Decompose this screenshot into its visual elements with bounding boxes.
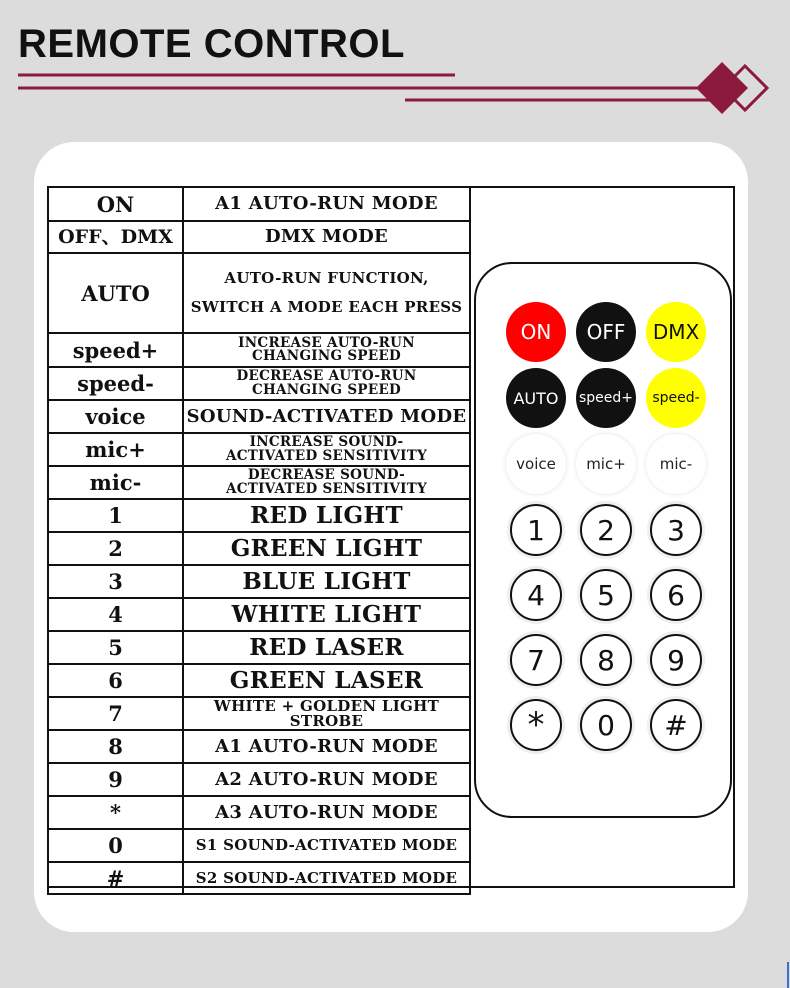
function-line: AUTO-RUN FUNCTION, [224, 269, 429, 287]
function-cell [183, 333, 470, 367]
table-row [48, 829, 470, 862]
table-row [48, 631, 470, 664]
function-cell [183, 253, 470, 333]
function-line: INCREASE AUTO-RUN [238, 334, 415, 351]
key-cell: 2 [48, 532, 183, 565]
table-row [48, 730, 470, 763]
hash-button[interactable]: # [650, 699, 702, 751]
dmx-button[interactable]: DMX [646, 302, 706, 362]
key-5-button[interactable]: 5 [580, 569, 632, 621]
speed-plus-button[interactable]: speed+ [576, 368, 636, 428]
table-row [48, 253, 470, 333]
table-row [48, 796, 470, 829]
key-6-button[interactable]: 6 [650, 569, 702, 621]
table-row [48, 532, 470, 565]
on-button[interactable]: ON [506, 302, 566, 362]
function-cell: GREEN LIGHT [183, 532, 470, 565]
table-row [48, 367, 470, 400]
key-cell: 4 [48, 598, 183, 631]
function-cell: RED LIGHT [183, 499, 470, 532]
function-table [47, 186, 471, 895]
key-cell: mic- [48, 466, 183, 499]
key-cell: 0 [48, 829, 183, 862]
key-cell: 9 [48, 763, 183, 796]
table-row [48, 466, 470, 499]
key-cell: 1 [48, 499, 183, 532]
function-cell: WHITE + GOLDEN LIGHT STROBE [183, 697, 470, 730]
page-title: REMOTE CONTROL [18, 22, 405, 66]
function-line: SWITCH A MODE EACH PRESS [190, 298, 463, 316]
function-cell: A1 AUTO-RUN MODE [183, 730, 470, 763]
function-cell [183, 367, 470, 400]
function-line: CHANGING SPEED [251, 348, 402, 364]
key-2-button[interactable]: 2 [580, 504, 632, 556]
key-cell: 7 [48, 697, 183, 730]
key-cell: speed- [48, 367, 183, 400]
key-cell: 6 [48, 664, 183, 697]
key-3-button[interactable]: 3 [650, 504, 702, 556]
edge-marker [787, 962, 789, 988]
star-button[interactable]: * [510, 699, 562, 751]
function-cell: S1 SOUND-ACTIVATED MODE [183, 829, 470, 862]
function-cell [183, 433, 470, 466]
mic-minus-button[interactable]: mic- [646, 434, 706, 494]
table-row [48, 697, 470, 730]
table-row [48, 664, 470, 697]
table-row [48, 433, 470, 466]
table-row [48, 763, 470, 796]
key-cell: 3 [48, 565, 183, 598]
function-line: DECREASE SOUND- [247, 467, 406, 483]
key-cell: mic+ [48, 433, 183, 466]
function-line: ACTIVATED SENSITIVITY [225, 480, 428, 497]
remote-control [474, 262, 732, 818]
auto-button[interactable]: AUTO [506, 368, 566, 428]
table-row [48, 400, 470, 433]
table-row [48, 598, 470, 631]
key-cell: 8 [48, 730, 183, 763]
table-row [48, 565, 470, 598]
table-row [48, 862, 470, 894]
function-cell: A2 AUTO-RUN MODE [183, 763, 470, 796]
table-row [48, 187, 470, 221]
function-line: ACTIVATED SENSITIVITY [225, 447, 428, 464]
function-cell: S2 SOUND-ACTIVATED MODE [183, 862, 470, 894]
table-row [48, 499, 470, 532]
function-cell: A1 AUTO-RUN MODE [183, 187, 470, 221]
key-cell: OFF、DMX [48, 221, 183, 253]
table-row [48, 221, 470, 253]
key-cell: speed+ [48, 333, 183, 367]
key-4-button[interactable]: 4 [510, 569, 562, 621]
key-7-button[interactable]: 7 [510, 634, 562, 686]
off-button[interactable]: OFF [576, 302, 636, 362]
function-cell: GREEN LASER [183, 664, 470, 697]
key-1-button[interactable]: 1 [510, 504, 562, 556]
speed-minus-button[interactable]: speed- [646, 368, 706, 428]
key-cell: ON [48, 187, 183, 221]
key-cell: 5 [48, 631, 183, 664]
header-decoration [0, 0, 790, 130]
function-line: INCREASE SOUND- [249, 434, 404, 450]
key-cell: AUTO [48, 253, 183, 333]
function-cell: A3 AUTO-RUN MODE [183, 796, 470, 829]
function-cell: SOUND-ACTIVATED MODE [183, 400, 470, 433]
function-cell: RED LASER [183, 631, 470, 664]
function-line: DECREASE AUTO-RUN [236, 368, 417, 384]
key-cell: * [48, 796, 183, 829]
key-0-button[interactable]: 0 [580, 699, 632, 751]
key-9-button[interactable]: 9 [650, 634, 702, 686]
function-cell: WHITE LIGHT [183, 598, 470, 631]
function-line: CHANGING SPEED [251, 381, 402, 398]
function-cell: DMX MODE [183, 221, 470, 253]
function-cell [183, 466, 470, 499]
key-cell: voice [48, 400, 183, 433]
mic-plus-button[interactable]: mic+ [576, 434, 636, 494]
voice-button[interactable]: voice [506, 434, 566, 494]
table-row [48, 333, 470, 367]
function-cell: BLUE LIGHT [183, 565, 470, 598]
key-cell: # [48, 862, 183, 894]
key-8-button[interactable]: 8 [580, 634, 632, 686]
